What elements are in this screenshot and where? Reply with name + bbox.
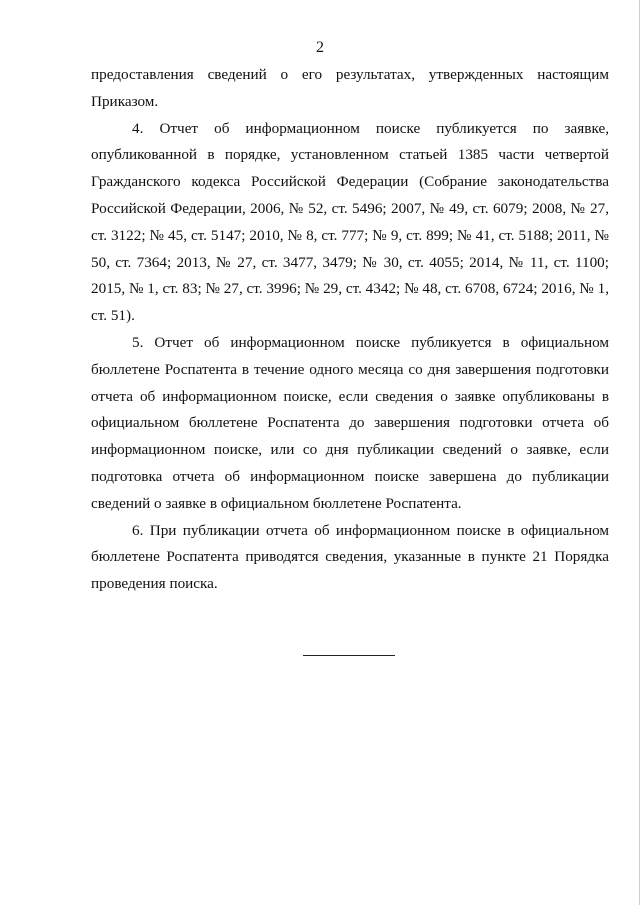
- document-body: [91, 62, 609, 598]
- page-number: 2: [316, 39, 324, 56]
- end-separator-line: [303, 655, 395, 656]
- paragraph-continuation: предоставления сведений о его результатах, утвержденных настоящим Приказом.: [91, 66, 609, 110]
- paragraph-item-4: 4. Отчет об информационном поиске публикуется по заявке, опубликованной в порядке, установленном статьей 1385 части четвертой Гражданского кодекса Российской Федерации (Собрание законодательства Российской Федерации, 2006, № 52, ст. 5496; 2007, № 49, ст. 6079; 2008, № 27, ст. 3122; № 45, ст. 5147; 2010, № 8, ст. 777; № 9, ст. 899; № 41, ст. 5188; 2011, № 50, ст. 7364; 2013, № 27, ст. 3477, 3479; № 30, ст. 4055; 2014, № 11, ст. 1100; 2015, № 1, ст. 83; № 27, ст. 3996; № 29, ст. 4342; № 48, ст. 6708, 6724; 2016, № 1, ст. 51).: [91, 119, 609, 325]
- paragraph-item-6: 6. При публикации отчета об информационном поиске в официальном бюллетене Роспатента приводятся сведения, указанные в пункте 21 Порядка проведения поиска.: [91, 521, 609, 593]
- paragraph-item-5: 5. Отчет об информационном поиске публикуется в официальном бюллетене Роспатента в течение одного месяца со дня завершения подготовки отчета об информационном поиске, если сведения о заявке опубликованы в официальном бюллетене Роспатента до завершения подготовки отчета об информационном поиске, или со дня публикации сведений о заявке, если подготовка отчета об информационном поиске завершена до публикации сведений о заявке в официальном бюллетене Роспатента.: [91, 333, 609, 512]
